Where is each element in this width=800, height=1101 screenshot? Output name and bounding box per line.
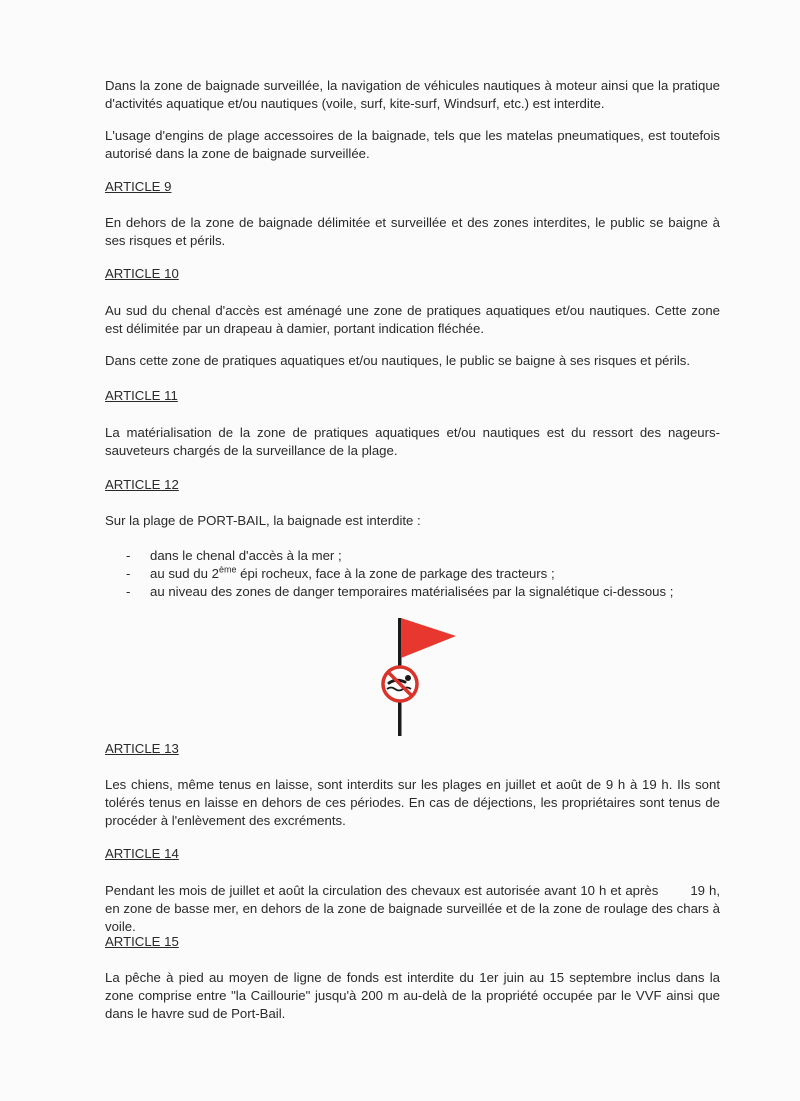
list-item-text: dans le chenal d'accès à la mer ; <box>150 548 342 563</box>
list-item <box>126 565 673 583</box>
article-12-paragraph: Sur la plage de PORT-BAIL, la baignade est interdite : <box>105 513 421 528</box>
article-15-paragraph: La pêche à pied au moyen de ligne de fonds est interdite du 1er juin au 15 septembre inclus dans la zone comprise entre "la Caillourie" jusqu'à 200 m au-delà de la propriété occupée par le VVF ainsi que dans le havre sud de Port-Bail. <box>105 970 720 1021</box>
article-14-title: ARTICLE 14 <box>105 846 179 861</box>
list-item <box>126 583 673 601</box>
article-14-paragraph: Pendant les mois de juillet et août la circulation des chevaux est autorisée avant 10 h et après 19 h, en zone de basse mer, en dehors de la zone de baignade surveillée et de la zone de roulage des chars à voile. <box>105 883 724 934</box>
prohibited-zones-list <box>126 547 673 601</box>
intro-paragraph-1: Dans la zone de baignade surveillée, la navigation de véhicules nautiques à moteur ainsi que la pratique d'activités aquatique et/ou nautiques (voile, surf, kite-surf, Windsurf, etc.) est interdite. <box>105 78 720 111</box>
list-item-text-pre: au sud du 2 <box>150 566 219 581</box>
article-9-paragraph: En dehors de la zone de baignade délimitée et surveillée et des zones interdites, le public se baigne à ses risques et périls. <box>105 215 720 248</box>
no-swimming-flag-icon <box>380 614 460 736</box>
swimmer-head <box>405 675 411 681</box>
list-item-superscript: ème <box>218 564 237 575</box>
list-dash: - <box>126 566 131 581</box>
article-15-title: ARTICLE 15 <box>105 934 179 949</box>
article-12-title: ARTICLE 12 <box>105 477 179 492</box>
list-dash: - <box>126 584 131 599</box>
list-dash: - <box>126 548 131 563</box>
article-9-title: ARTICLE 9 <box>105 179 172 194</box>
intro-paragraph-2: L'usage d'engins de plage accessoires de la baignade, tels que les matelas pneumatiques, est toutefois autorisé dans la zone de baignade surveillée. <box>105 128 720 161</box>
article-13-paragraph: Les chiens, même tenus en laisse, sont interdits sur les plages en juillet et août de 9 h à 19 h. Ils sont tolérés tenus en laisse en dehors de ces périodes. En cas de déjections, les propriétaires sont tenus de procéder à l'enlèvement des excréments. <box>105 777 720 828</box>
article-10-title: ARTICLE 10 <box>105 266 179 281</box>
article-11-paragraph: La matérialisation de la zone de pratiques aquatiques et/ou nautiques est du ressort des nageurs-sauveteurs chargés de la surveillance de la plage. <box>105 425 720 458</box>
list-item-text: au niveau des zones de danger temporaires matérialisées par la signalétique ci-dessous ; <box>150 584 674 599</box>
red-flag <box>401 618 456 658</box>
article-11-title: ARTICLE 11 <box>105 388 178 403</box>
article-10-paragraph-2: Dans cette zone de pratiques aquatiques et/ou nautiques, le public se baigne à ses risques et périls. <box>105 353 691 368</box>
list-item <box>126 547 673 565</box>
article-10-paragraph-1: Au sud du chenal d'accès est aménagé une zone de pratiques aquatiques et/ou nautiques. Cette zone est délimitée par un drapeau à damier, portant indication fléchée. <box>105 303 720 336</box>
article-13-title: ARTICLE 13 <box>105 741 179 756</box>
list-item-text-post: épi rocheux, face à la zone de parkage des tracteurs ; <box>236 566 555 581</box>
